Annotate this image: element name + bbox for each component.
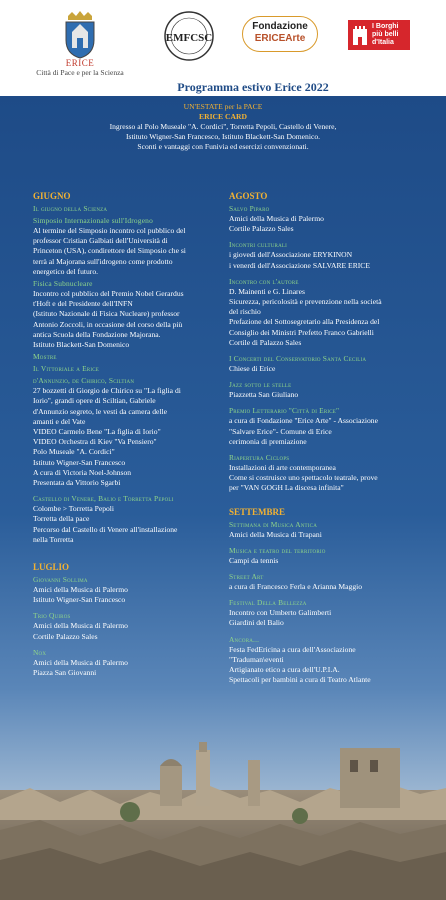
event-text: Amici della Musica di Palermo [33,621,128,631]
event-text: Cortile Palazzo Sales [33,631,98,641]
section-heading: Nox [33,647,47,657]
erice-name: ERICE [65,58,95,68]
event-text: Antonio Zoccoli, in occasione del corso della più [33,319,183,329]
section-heading: Trio Quiros [33,611,71,621]
event-text: Amici della Musica di Palermo [229,214,324,223]
event-text: 27 bozzetti di Giorgio de Chirico su "La figlia di [33,386,181,396]
header [0,0,446,96]
event-text: i venerdì dell'Associazione SALVARE ERICE [229,260,370,270]
event-text: nella Torretta [33,534,74,544]
erice-rooftops-illustration [0,740,446,900]
intro-block [0,102,446,152]
section-heading: Il giugno della Scienza [33,204,108,213]
event-text: Incontro col pubblico del Premio Nobel Gerardus [33,289,184,299]
intro-slogan: UN'ESTATE per la PACE [183,102,263,111]
erice-coat-of-arms-icon [60,10,100,60]
event-text: Cortile Palazzo Sales [229,224,294,234]
event-text: "Traduman\eventi [229,654,284,664]
event-text: Cortile di Palazzo Sales [229,337,302,347]
borghi-line3: d'Italia [372,39,394,46]
section-heading: Fisica Subnucleare [33,279,93,289]
event-text: Presentata da Vittorio Sgarbi [33,478,121,488]
event-text: antica Scuola della Fondazione Majorana. [33,329,161,339]
event-text: Sicurezza, pericolosità e prevenzione nella società [229,297,382,307]
section-heading: Musica e teatro del territorio [229,545,326,555]
event-text: VIDEO Orchestra di Kiev "Va Pensiero" [33,437,157,447]
borghi-line1: I Borghi [372,23,399,30]
section-heading: Festival Della Bellezza [229,598,307,608]
event-text: Istituto Wigner-San Francesco [33,595,126,605]
emfcsc-logo [163,10,215,62]
event-text: Festa FedEricina a cura dell'Associazione [229,644,356,654]
section-heading: Incontro con l'autore [229,276,299,286]
section-heading: Street Art [229,572,264,582]
fondazione-logo-line2: ERICEArte [254,33,306,44]
section-heading: Settimana di Musica Antica [229,519,318,529]
event-text: del rischio [229,307,261,317]
intro-line: Ingresso al Polo Museale "A. Cordici", Torretta Pepoli, Castello di Venere, [109,122,337,131]
event-text: Istituto Wigner-San Francesco [33,457,126,467]
event-text: cerimonia di premiazione [229,436,307,446]
event-text: a cura di Francesco Ferla e Arianna Maggio [229,582,363,592]
section-heading: Premio Letterario "Città di Erice" [229,406,340,416]
section-heading: Il Vittoriale a Erice [33,364,99,374]
intro-line: Istituto Wigner-San Francesco, Istituto Blackett-San Domenico. [125,132,321,141]
programme-title: Programma estivo Erice 2022 [177,80,329,94]
intro-line: Sconti e vantaggi con Funivia ed esercizi convenzionati. [137,142,309,151]
event-text: a cura di Fondazione "Erice Arte" - Associazione [229,416,378,426]
section-heading: d'Annunzio, de Chirico, Sciltian [33,376,135,386]
event-text: Chiese di Erice [229,364,276,374]
event-text: Come si costruisce uno spettacolo teatrale, prove [229,473,378,483]
event-text: Consiglio dei Ministri Prefetto Franco Gabrielli [229,327,374,337]
section-heading: Mostre [33,352,57,362]
event-text: Amici della Musica di Palermo [33,585,128,595]
month-settembre: SETTEMBRE [229,506,286,517]
section-heading: Riapertura Ciclops [229,453,290,463]
event-text: per "VAN GOGH La discesa infinita" [229,483,344,493]
borghi-text [372,23,398,47]
event-text: D. Mainenti e G. Linares [229,286,305,296]
event-text: Istituto Blackett-San Domenico [33,340,130,350]
left-column [33,186,239,678]
event-text: (Istituto Nazionale di Fisica Nucleare) professor [33,309,180,319]
event-text: A cura di Victoria Noel-Johnson [33,467,132,477]
borghi-line2: più belli [372,31,399,38]
event-text: Colombe > Torretta Pepoli [33,504,115,514]
right-column [229,186,429,685]
event-text: i giovedì dell'Associazione ERYKINON [229,250,353,260]
event-text: Percorso dal Castello di Venere all'installazione [33,524,178,534]
intro-erice-card: ERICE CARD [199,112,247,121]
event-text: "Salvare Erice"- Comune di Erice [229,426,332,436]
event-text: Polo Museale "A. Cordici" [33,447,115,457]
event-text: Iorio", grandi opere di Sciltian, Gabriele [33,396,156,406]
month-giugno: GIUGNO [33,191,71,201]
event-text: Spettacoli per bambini a cura di Teatro Atlante [229,675,371,685]
event-text: Torretta della pace [33,514,90,524]
event-text: Piazza San Giovanni [33,668,97,678]
section-heading: Jazz sotto le stelle [229,380,292,390]
fondazione-erice-arte-logo [242,16,318,52]
section-heading: Castello di Venere, Balio e Torretta Pepoli [33,494,174,504]
event-text: Prefazione del Sottosegretario alla Presidenza del [229,317,380,327]
event-text: Princeton (USA), condirettore del Simposio che si [33,246,186,256]
event-text: professor Cristian Galbiati dell'Università di [33,236,168,246]
section-heading: I Concerti del Conservatorio Santa Cecilia [229,354,367,364]
event-text: Artigianato etico a cura dell'U.P.I.A. [229,665,340,675]
erice-subtitle: Città di Pace e per la Scienza [36,68,124,77]
event-text: energetico del futuro. [33,266,99,276]
event-text: Al termine del Simposio incontro col pubblico del [33,226,186,235]
section-heading: Giovanni Sollima [33,575,88,585]
event-text: Amici della Musica di Palermo [33,657,128,667]
event-text: d'Annunzio segreto, le vesti da camera delle [33,406,167,416]
emfcsc-logo-text: EMFCSC [165,32,213,44]
castle-icon [351,23,369,47]
section-heading: Incontri culturali [229,240,288,250]
event-text: t'Hoft e del Presidente dell'INFN [33,299,133,309]
borghi-piu-belli-logo [348,20,410,50]
event-text: Installazioni di arte contemporanea [229,463,336,473]
event-text: amanti e del Vate [33,416,86,426]
fondazione-logo-line1: Fondazione [252,21,308,32]
event-text: terrà al Majorana sull'idrogeno come prodotto [33,256,173,266]
month-luglio: LUGLIO [33,562,70,573]
section-heading: Salvo Piparo [229,204,270,213]
event-text: Piazzetta San Giuliano [229,390,299,400]
event-text: Incontro con Umberto Galimberti [229,608,332,618]
event-text: Giardini del Balio [229,618,284,628]
event-text: Campi da tennis [229,555,279,565]
section-heading: Simposio Internazionale sull'Idrogeno [33,216,153,225]
event-text: VIDEO Carmelo Bene "La figlia di Iorio" [33,427,161,437]
month-agosto: AGOSTO [229,191,268,201]
event-text: Amici della Musica di Trapani [229,529,322,539]
section-heading: Ancora... [229,634,260,644]
